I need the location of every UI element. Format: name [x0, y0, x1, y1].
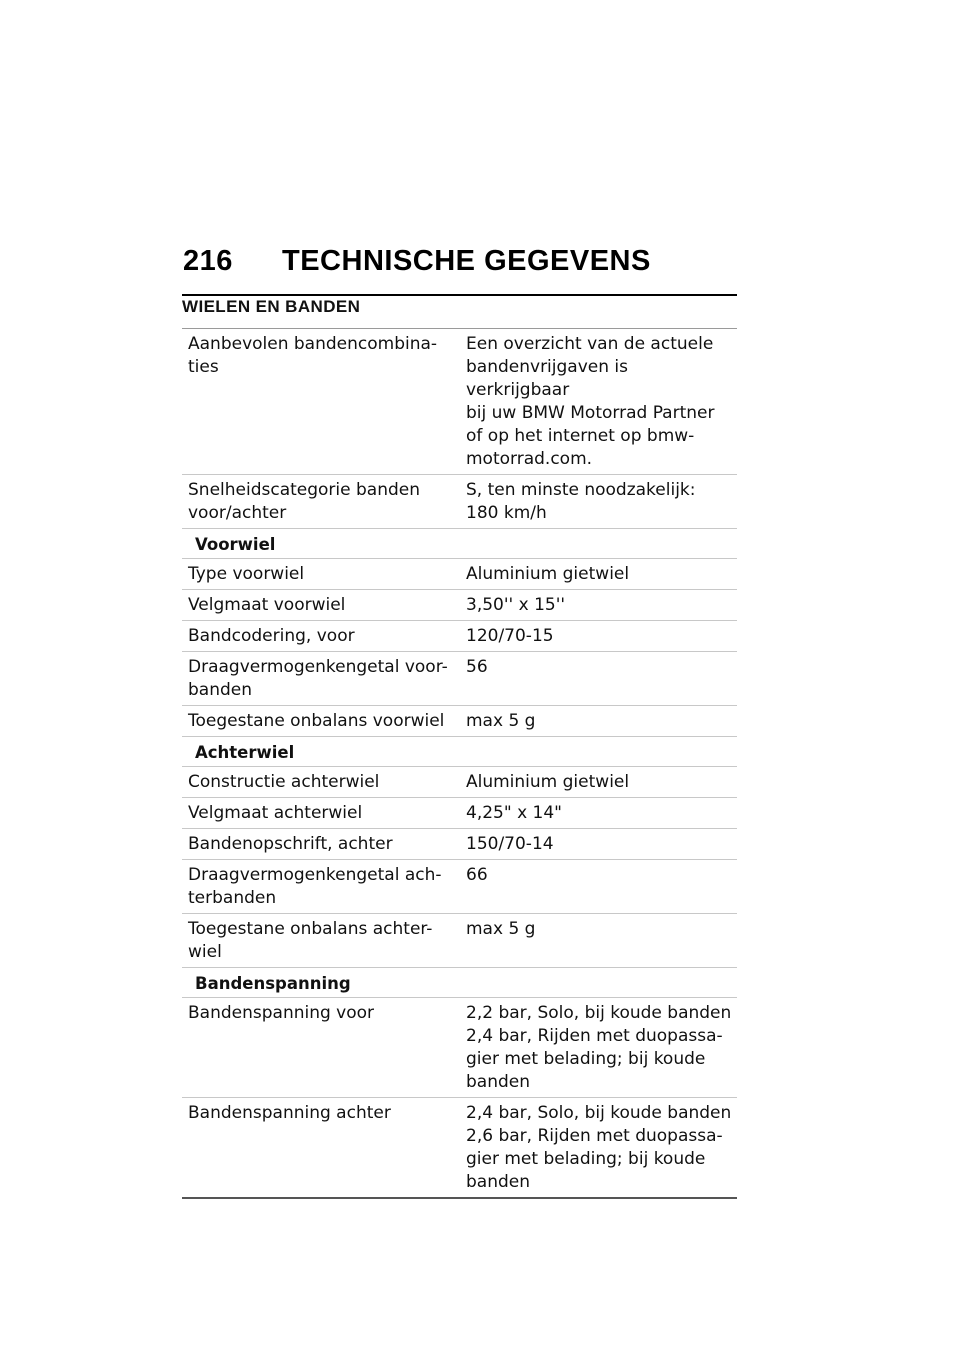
row-value-line: 2,6 bar, Rijden met duopassa-: [466, 1126, 723, 1146]
row-label: Velgmaat voorwiel: [188, 595, 346, 615]
row-label-line: Draagvermogenkengetal ach-: [188, 865, 442, 885]
page-header: [183, 245, 736, 278]
table-row: [182, 914, 737, 968]
table-row: [182, 860, 737, 914]
row-label-line: Snelheidscategorie banden: [188, 480, 421, 500]
row-value: [460, 1098, 737, 1197]
row-value-line: of op het internet op bmw-: [466, 426, 695, 446]
row-value: Aluminium gietwiel: [466, 772, 630, 792]
table-row: [182, 798, 737, 829]
row-value-line: 2,2 bar, Solo, bij koude banden: [466, 1003, 732, 1023]
row-label: Bandenopschrift, achter: [188, 834, 393, 854]
row-label-line: ties: [188, 357, 219, 377]
row-label-line: banden: [188, 680, 253, 700]
row-value: max 5 g: [466, 711, 536, 731]
row-value-line: bij uw BMW Motorrad Partner: [466, 403, 715, 423]
row-value: 3,50'' x 15'': [466, 595, 566, 615]
row-value-line: banden: [466, 1072, 531, 1092]
row-value-line: S, ten minste noodzakelijk:: [466, 480, 696, 500]
row-label: [182, 652, 460, 705]
row-label-line: Draagvermogenkengetal voor-: [188, 657, 448, 677]
table-row: [182, 1098, 737, 1197]
row-label: Velgmaat achterwiel: [188, 803, 363, 823]
row-value-line: 2,4 bar, Solo, bij koude banden: [466, 1103, 732, 1123]
row-value-line: 180 km/h: [466, 503, 547, 523]
row-label-line: terbanden: [188, 888, 277, 908]
row-label-line: Aanbevolen bandencombina-: [188, 334, 438, 354]
row-label: Type voorwiel: [188, 564, 305, 584]
spec-table: [182, 328, 737, 1199]
table-row: [182, 475, 737, 529]
row-label-line: Toegestane onbalans achter-: [188, 919, 433, 939]
row-value-line: gier met belading; bij koude: [466, 1049, 706, 1069]
header-rule: [182, 294, 737, 296]
row-value-line: motorrad.com.: [466, 449, 593, 469]
row-value: max 5 g: [466, 919, 536, 939]
row-label: Bandenspanning achter: [188, 1103, 391, 1123]
row-value-line: banden: [466, 1172, 531, 1192]
table-row: [182, 559, 737, 590]
subheading-bandenspanning: Bandenspanning: [182, 968, 737, 998]
row-label: Toegestane onbalans voorwiel: [188, 711, 445, 731]
row-label-line: wiel: [188, 942, 222, 962]
table-row: [182, 829, 737, 860]
row-value: [460, 475, 737, 528]
row-value: 120/70-15: [466, 626, 554, 646]
row-value: 56: [466, 657, 488, 677]
section-title: WIELEN EN BANDEN: [182, 297, 361, 316]
row-label: [182, 860, 460, 913]
page-number: 216: [183, 245, 233, 277]
row-value-line: 2,4 bar, Rijden met duopassa-: [466, 1026, 723, 1046]
row-label: Bandenspanning voor: [188, 1003, 375, 1023]
table-row: [182, 590, 737, 621]
row-label: [182, 914, 460, 967]
row-value: [460, 329, 737, 474]
subheading-achterwiel: Achterwiel: [182, 737, 737, 767]
subheading-voorwiel: Voorwiel: [182, 529, 737, 559]
row-value: 4,25" x 14": [466, 803, 562, 823]
table-row: [182, 329, 737, 475]
row-value-line: gier met belading; bij koude: [466, 1149, 706, 1169]
row-label-line: voor/achter: [188, 503, 287, 523]
row-label: Constructie achterwiel: [188, 772, 380, 792]
row-value-line: bandenvrijgaven is verkrijgbaar: [466, 357, 628, 400]
row-value: [460, 998, 737, 1097]
row-value-line: Een overzicht van de actuele: [466, 334, 714, 354]
chapter-title: TECHNISCHE GEGEVENS: [282, 245, 651, 277]
row-label: Bandcodering, voor: [188, 626, 355, 646]
table-row: [182, 998, 737, 1098]
table-row: [182, 621, 737, 652]
table-row: [182, 652, 737, 706]
table-row: [182, 706, 737, 737]
row-value: 150/70-14: [466, 834, 554, 854]
row-value: Aluminium gietwiel: [466, 564, 630, 584]
row-value: 66: [466, 865, 488, 885]
row-label: [182, 329, 460, 474]
table-row: [182, 767, 737, 798]
row-label: [182, 475, 460, 528]
